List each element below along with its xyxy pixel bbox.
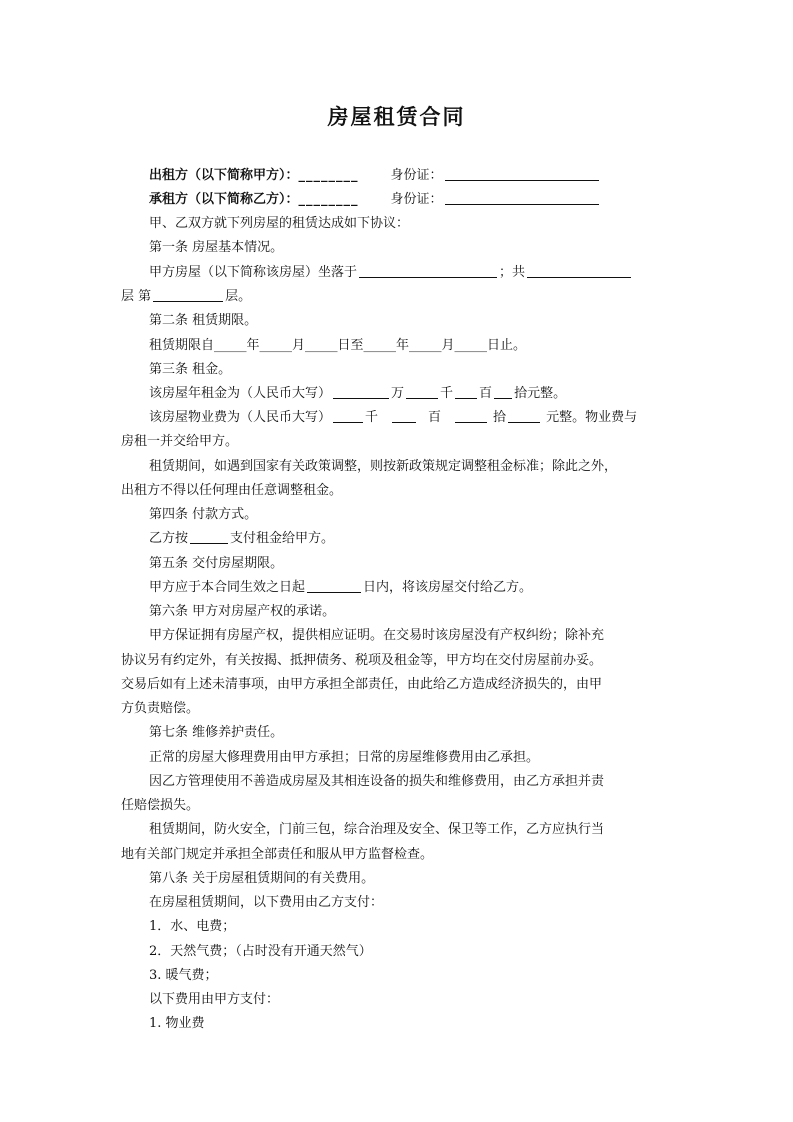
total-floors-blank [527, 261, 631, 278]
art7-p2b: 任赔偿损失。 [121, 798, 200, 813]
art1-line1 [121, 261, 704, 285]
rent-qian: 千 [440, 386, 454, 401]
art4-heading: 第四条 付款方式。 [149, 507, 258, 522]
rent-shi: 拾元整。 [514, 386, 567, 401]
party-a-id-blank [445, 164, 599, 181]
party-b-id-label: 身份证： [390, 192, 443, 207]
party-b-line [121, 188, 704, 212]
adjust-line-2: 出租方不得以任何理由任意调整租金。 [121, 483, 343, 498]
art5-text-2: 日内，将该房屋交付给乙方。 [363, 580, 533, 595]
art1-text-4: 层。 [225, 289, 252, 304]
party-a-line [121, 164, 704, 188]
fee-bai: 百 [428, 410, 442, 425]
document-title: 房屋租赁合同 [327, 104, 466, 129]
art6-p2: 协议另有约定外，有关按揭、抵押债务、税项及租金等，甲方均在交付房屋前办妥。 [121, 653, 603, 668]
art6-p4: 方负责赔偿。 [121, 701, 200, 716]
art1-heading: 第一条 房屋基本情况。 [149, 240, 284, 255]
art1-text-3: 层 第 [121, 289, 152, 304]
art7-p3a: 租赁期间，防火安全，门前三包，综合治理及安全、保卫等工作，乙方应执行当 [149, 822, 605, 837]
art2-text: 租赁期限自_____年_____月_____日至_____年_____月_____日止。 [149, 338, 527, 353]
rent-text: 该房屋年租金为（人民币大写） [149, 386, 332, 401]
art8-a1: 1. 物业费 [149, 1016, 205, 1031]
payment-method-blank [190, 527, 228, 544]
art1-text-1: 甲方房屋（以下简称该房屋）坐落于 [149, 265, 358, 280]
floor-blank [153, 285, 223, 302]
art8-b1: 1．水、电费； [149, 919, 236, 934]
fee-qian-blank [333, 406, 363, 423]
party-a-id-label: 身份证： [390, 168, 443, 183]
art1-line2 [121, 285, 676, 309]
art5-text-1: 甲方应于本合同生效之日起 [149, 580, 306, 595]
art6-p3: 交易后如有上述未清事项，由甲方承担全部责任，由此给乙方造成经济损失的，由甲 [121, 677, 603, 692]
art2-heading: 第二条 租赁期限。 [149, 313, 258, 328]
delivery-days-blank [307, 576, 361, 593]
fee-end: 元整。物业费与 [546, 410, 638, 425]
art3-heading: 第三条 租金。 [149, 362, 232, 377]
fee-yuan-blank [508, 406, 540, 423]
intro-line: 甲、乙双方就下列房屋的租赁达成如下协议： [149, 216, 410, 231]
art4-line [121, 527, 704, 551]
fee-shi: 拾 [493, 410, 507, 425]
party-b-id-blank [445, 188, 599, 205]
art8-intro-a: 以下费用由甲方支付： [149, 992, 280, 1007]
adjust-line-1: 租赁期间，如遇到国家有关政策调整，则按新政策规定调整租金标准；除此之外， [149, 459, 618, 474]
art4-text-1: 乙方按 [149, 531, 189, 546]
art7-p2a: 因乙方管理使用不善造成房屋及其相连设备的损失和维修费用，由乙方承担并责 [149, 774, 605, 789]
art8-heading: 第八条 关于房屋租赁期间的有关费用。 [149, 871, 375, 886]
party-b-name-blank: ________ [298, 192, 359, 207]
art7-p3b: 地有关部门规定并承担全部责任和服从甲方监督检查。 [121, 847, 434, 862]
art5-line [121, 576, 704, 600]
party-a-label: 出租方（以下简称甲方）： [149, 168, 299, 183]
art8-b2: 2．天然气费；（占时没有开通天然气） [149, 944, 372, 959]
rent-wan: 万 [391, 386, 405, 401]
art7-heading: 第七条 维修养护责任。 [149, 725, 284, 740]
art1-text-2: ；共 [499, 265, 526, 280]
fee-qian: 千 [365, 410, 379, 425]
rent-line [121, 382, 704, 406]
rent-shi-blank [494, 382, 512, 399]
fee-bai-blank [392, 406, 416, 423]
rent-wan-blank [333, 382, 389, 399]
rent-qian-blank [406, 382, 438, 399]
party-a-name-blank: ________ [298, 168, 359, 183]
fee-line [121, 406, 704, 430]
art8-intro-b: 在房屋租赁期间，以下费用由乙方支付： [149, 895, 384, 910]
art4-text-2: 支付租金给甲方。 [230, 531, 335, 546]
fee-cont: 房租一并交给甲方。 [121, 434, 239, 449]
fee-shi-blank [455, 406, 487, 423]
art6-heading: 第六条 甲方对房屋产权的承诺。 [149, 604, 336, 619]
rent-bai: 百 [479, 386, 493, 401]
art7-p1: 正常的房屋大修理费用由甲方承担；日常的房屋维修费用由乙承担。 [149, 750, 540, 765]
rent-bai-blank [455, 382, 477, 399]
party-b-label: 承租方（以下简称乙方）： [149, 192, 299, 207]
art8-b3: 3. 暖气费； [149, 968, 218, 983]
art6-p1: 甲方保证拥有房屋产权，提供相应证明。在交易时该房屋没有产权纠纷；除补充 [149, 628, 605, 643]
address-blank [359, 261, 497, 278]
art5-heading: 第五条 交付房屋期限。 [149, 556, 284, 571]
fee-text: 该房屋物业费为（人民币大写） [149, 410, 332, 425]
